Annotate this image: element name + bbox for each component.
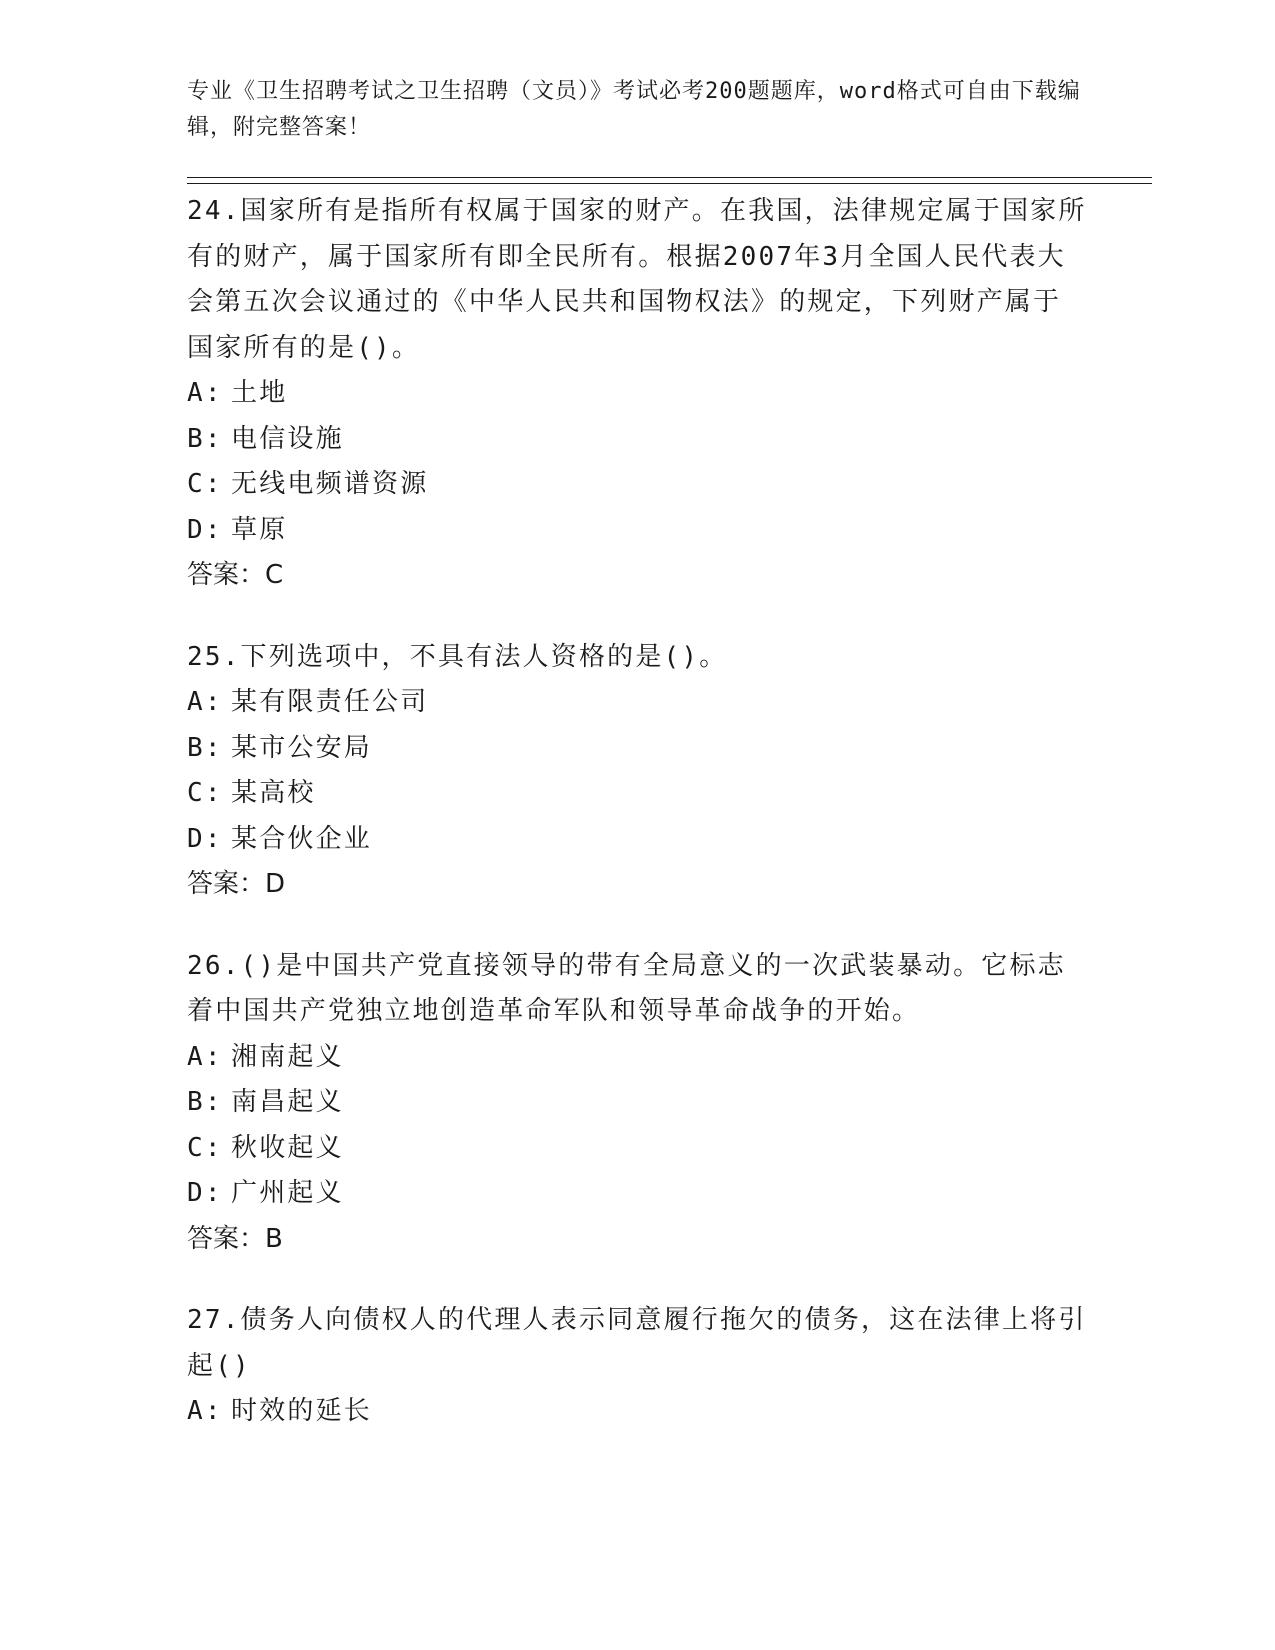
- answer-line: 答案：B: [187, 1223, 283, 1254]
- option-text: 某有限责任公司: [231, 687, 429, 717]
- option-letter: B:: [187, 1087, 223, 1117]
- option-text: 某合伙企业: [231, 823, 373, 854]
- document-header: 专业《卫生招聘考试之卫生招聘（文员）》考试必考200题题库，word格式可自由下载编辑，附完整答案！: [187, 79, 1081, 140]
- option-text: 某市公安局: [231, 732, 373, 763]
- question-24: [187, 189, 1087, 599]
- option-text: 广州起义: [231, 1178, 344, 1208]
- question-stem: 25.下列选项中，不具有法人资格的是()。: [187, 641, 728, 672]
- question-stem: 26.()是中国共产党直接领导的带有全局意义的一次武装暴动。它标志着中国共产党独立地创造革命军队和领导革命战争的开始。: [187, 950, 1066, 1026]
- option-letter: D:: [187, 823, 223, 854]
- option-letter: A:: [187, 687, 223, 717]
- question-25: [187, 635, 1087, 908]
- option-letter: B:: [187, 732, 223, 763]
- option-c: [187, 771, 1087, 817]
- option-letter: D:: [187, 1178, 223, 1208]
- option-text: 时效的延长: [231, 1396, 373, 1426]
- option-b: [187, 726, 1087, 772]
- option-b: [187, 1080, 1087, 1126]
- question-list: [187, 189, 1087, 1471]
- question-stem: 24.国家所有是指所有权属于国家的财产。在我国，法律规定属于国家所有的财产，属于国家所有即全民所有。根据2007年3月全国人民代表大会第五次会议通过的《中华人民共和国物权法》的规定，下列财产属于国家所有的是()。: [187, 196, 1087, 363]
- question-stem: 27.债务人向债权人的代理人表示同意履行拖欠的债务，这在法律上将引起(): [187, 1305, 1087, 1381]
- option-a: [187, 371, 1087, 417]
- option-c: [187, 462, 1087, 508]
- question-26: [187, 944, 1087, 1263]
- option-letter: D:: [187, 514, 223, 545]
- option-text: 无线电频谱资源: [231, 469, 429, 499]
- option-d: [187, 1171, 1087, 1217]
- option-text: 电信设施: [231, 423, 344, 454]
- option-text: 秋收起义: [231, 1132, 344, 1163]
- header-divider-top: [187, 177, 1152, 178]
- answer-line: 答案：D: [187, 869, 286, 899]
- option-a: [187, 680, 1087, 726]
- option-d: [187, 508, 1087, 554]
- option-letter: C:: [187, 778, 223, 808]
- option-letter: A:: [187, 1396, 223, 1426]
- option-letter: A:: [187, 378, 223, 408]
- option-text: 南昌起义: [231, 1087, 344, 1117]
- header-divider-bottom: [187, 183, 1152, 184]
- answer-line: 答案：C: [187, 560, 284, 590]
- option-text: 某高校: [231, 778, 316, 808]
- question-27: [187, 1298, 1087, 1435]
- option-b: [187, 417, 1087, 463]
- option-letter: A:: [187, 1041, 223, 1072]
- option-a: [187, 1389, 1087, 1435]
- option-a: [187, 1035, 1087, 1081]
- option-text: 草原: [231, 514, 288, 545]
- option-letter: C:: [187, 469, 223, 499]
- option-d: [187, 817, 1087, 863]
- option-text: 湘南起义: [231, 1041, 344, 1072]
- option-letter: C:: [187, 1132, 223, 1163]
- option-text: 土地: [231, 378, 288, 408]
- option-letter: B:: [187, 423, 223, 454]
- option-c: [187, 1126, 1087, 1172]
